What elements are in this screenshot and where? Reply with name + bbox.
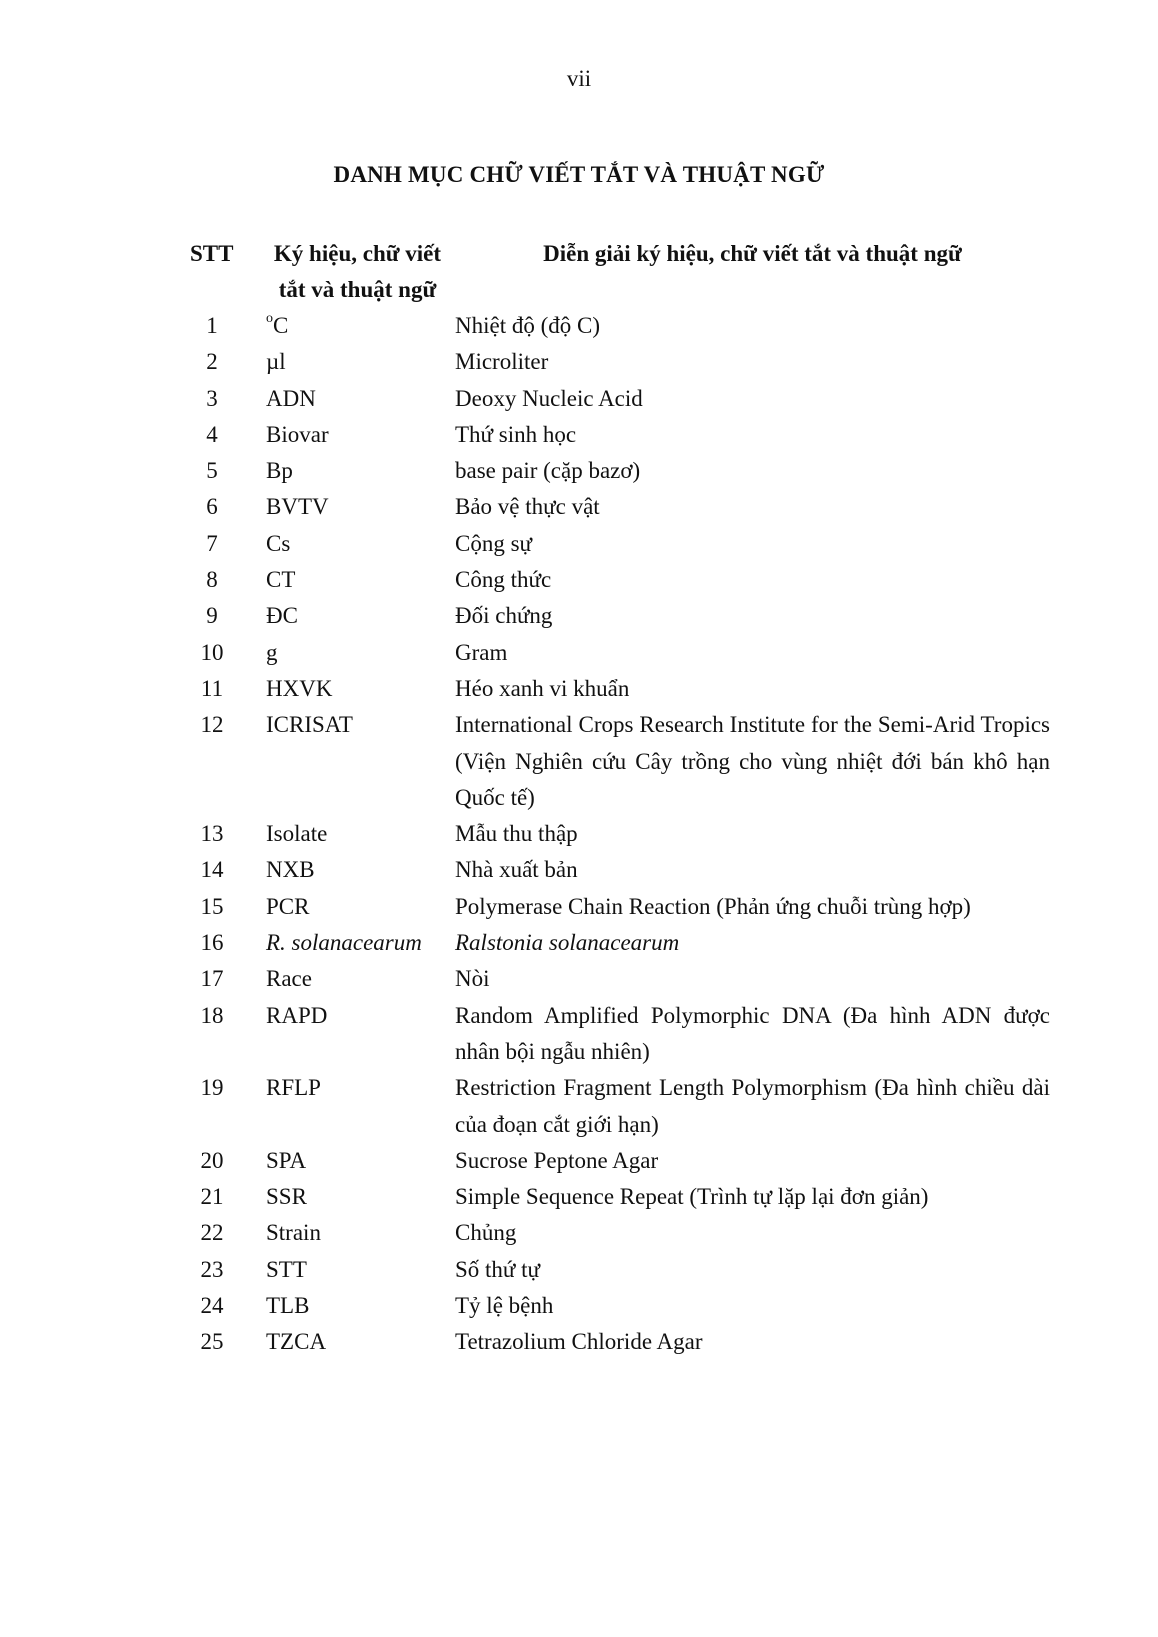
row-abbreviation: µl bbox=[266, 349, 286, 375]
table-row bbox=[190, 1179, 1050, 1215]
row-abbreviation: R. solanacearum bbox=[266, 930, 422, 956]
row-description: Gram bbox=[455, 639, 508, 665]
table-row bbox=[190, 1143, 1050, 1179]
table-row bbox=[190, 1252, 1050, 1288]
row-description: Ralstonia solanacearum bbox=[455, 930, 680, 956]
row-abbreviation: HXVK bbox=[266, 675, 333, 701]
row-abbreviation: SPA bbox=[266, 1147, 307, 1173]
row-description: Cộng sự bbox=[455, 530, 533, 556]
row-number: 23 bbox=[200, 1256, 224, 1282]
row-number: 13 bbox=[200, 821, 224, 847]
row-description: Deoxy Nucleic Acid bbox=[455, 385, 643, 411]
row-description: Bảo vệ thực vật bbox=[455, 494, 600, 520]
row-description: Tetrazolium Chloride Agar bbox=[455, 1329, 703, 1355]
row-number: 12 bbox=[200, 712, 224, 738]
row-description: Héo xanh vi khuẩn bbox=[455, 675, 630, 701]
row-description: Mẫu thu thập bbox=[455, 821, 578, 847]
row-description: Chủng bbox=[455, 1220, 517, 1246]
row-abbreviation: Biovar bbox=[266, 421, 329, 447]
row-number: 10 bbox=[200, 639, 224, 665]
table-row bbox=[190, 453, 1050, 489]
row-description: Tỷ lệ bệnh bbox=[455, 1293, 554, 1319]
row-number: 15 bbox=[200, 893, 224, 919]
header-abbreviation: Ký hiệu, chữ viết tắt và thuật ngữ bbox=[273, 241, 442, 302]
row-number: 3 bbox=[206, 385, 218, 411]
row-number: 5 bbox=[206, 458, 218, 484]
row-abbreviation: RAPD bbox=[266, 1002, 328, 1028]
row-description: Microliter bbox=[455, 349, 549, 375]
row-number: 16 bbox=[200, 930, 224, 956]
row-number: 22 bbox=[200, 1220, 224, 1246]
table-row bbox=[190, 998, 1050, 1071]
row-description: Nhiệt độ (độ C) bbox=[455, 313, 601, 338]
row-description: Số thứ tự bbox=[455, 1256, 541, 1282]
header-description: Diễn giải ký hiệu, chữ viết tắt và thuật ngữ bbox=[543, 241, 962, 266]
row-abbreviation: RFLP bbox=[266, 1075, 321, 1101]
table-header-row bbox=[190, 236, 1050, 308]
row-number: 18 bbox=[200, 1002, 224, 1028]
table-row bbox=[190, 308, 1050, 344]
table-row bbox=[190, 1288, 1050, 1324]
row-number: 14 bbox=[200, 857, 224, 883]
row-abbreviation: Strain bbox=[266, 1220, 321, 1246]
table-row bbox=[190, 526, 1050, 562]
row-abbreviation: ICRISAT bbox=[266, 712, 353, 738]
row-description: base pair (cặp bazơ) bbox=[455, 458, 641, 484]
row-description: Thứ sinh học bbox=[455, 421, 577, 447]
table-body bbox=[190, 308, 1050, 1361]
table-row bbox=[190, 635, 1050, 671]
table-row bbox=[190, 889, 1050, 925]
table-row bbox=[190, 1215, 1050, 1251]
table-row bbox=[190, 961, 1050, 997]
abbreviation-table bbox=[190, 236, 1050, 1361]
row-abbreviation: SSR bbox=[266, 1184, 307, 1210]
row-number: 6 bbox=[206, 494, 218, 520]
row-number: 25 bbox=[200, 1329, 224, 1355]
row-description: International Crops Research Institute for the Semi-Arid Tropics (Viện Nghiên cứu Cây trồng cho vùng nhiệt đới bán khô hạn Quốc tế) bbox=[455, 712, 1050, 810]
row-number: 1 bbox=[206, 313, 218, 338]
table-row bbox=[190, 925, 1050, 961]
row-number: 11 bbox=[200, 675, 224, 701]
table-row bbox=[190, 562, 1050, 598]
row-abbreviation: Isolate bbox=[266, 821, 328, 847]
row-number: 9 bbox=[206, 603, 218, 629]
row-number: 21 bbox=[200, 1184, 224, 1210]
row-description: Nhà xuất bản bbox=[455, 857, 578, 883]
row-description: Sucrose Peptone Agar bbox=[455, 1147, 659, 1173]
row-number: 24 bbox=[200, 1293, 224, 1319]
row-description: Simple Sequence Repeat (Trình tự lặp lại đơn giản) bbox=[455, 1184, 929, 1210]
table-row bbox=[190, 816, 1050, 852]
abbreviation-superscript: o bbox=[266, 311, 273, 327]
row-description: Random Amplified Polymorphic DNA (Đa hình ADN được nhân bội ngẫu nhiên) bbox=[455, 1002, 1050, 1064]
row-number: 7 bbox=[206, 530, 218, 556]
row-number: 17 bbox=[200, 966, 224, 992]
header-stt: STT bbox=[190, 241, 234, 266]
row-abbreviation: g bbox=[266, 639, 278, 665]
row-abbreviation bbox=[260, 308, 455, 344]
table-row bbox=[190, 598, 1050, 634]
row-number: 4 bbox=[206, 421, 218, 447]
row-abbreviation: BVTV bbox=[266, 494, 329, 520]
row-abbreviation: Cs bbox=[266, 530, 291, 556]
page-number: vii bbox=[566, 66, 592, 91]
page-title: DANH MỤC CHỮ VIẾT TẮT VÀ THUẬT NGỮ bbox=[333, 162, 825, 187]
row-abbreviation: ADN bbox=[266, 385, 316, 411]
table-row bbox=[190, 417, 1050, 453]
table-row bbox=[190, 381, 1050, 417]
table-row bbox=[190, 489, 1050, 525]
row-number: 19 bbox=[200, 1075, 224, 1101]
row-abbreviation: NXB bbox=[266, 857, 315, 883]
row-abbreviation: ĐC bbox=[266, 603, 298, 629]
row-description: Công thức bbox=[455, 567, 552, 593]
row-description: Nòi bbox=[455, 966, 490, 992]
row-number: 20 bbox=[200, 1147, 224, 1173]
table-row bbox=[190, 344, 1050, 380]
row-description: Polymerase Chain Reaction (Phản ứng chuỗi trùng hợp) bbox=[455, 893, 971, 919]
table-row bbox=[190, 671, 1050, 707]
table-row bbox=[190, 707, 1050, 816]
abbreviation-text: C bbox=[273, 313, 289, 338]
table-row bbox=[190, 1324, 1050, 1360]
table-row bbox=[190, 852, 1050, 888]
row-abbreviation: Bp bbox=[266, 458, 293, 484]
row-abbreviation: PCR bbox=[266, 893, 310, 919]
row-abbreviation: CT bbox=[266, 567, 296, 593]
row-number: 2 bbox=[206, 349, 218, 375]
row-number: 8 bbox=[206, 567, 218, 593]
table-row bbox=[190, 1070, 1050, 1143]
row-description: Đối chứng bbox=[455, 603, 553, 629]
row-abbreviation: TLB bbox=[266, 1293, 310, 1319]
row-abbreviation: TZCA bbox=[266, 1329, 327, 1355]
row-abbreviation: Race bbox=[266, 966, 312, 992]
row-abbreviation: STT bbox=[266, 1256, 307, 1282]
row-description: Restriction Fragment Length Polymorphism (Đa hình chiều dài của đoạn cắt giới hạn) bbox=[455, 1075, 1050, 1137]
